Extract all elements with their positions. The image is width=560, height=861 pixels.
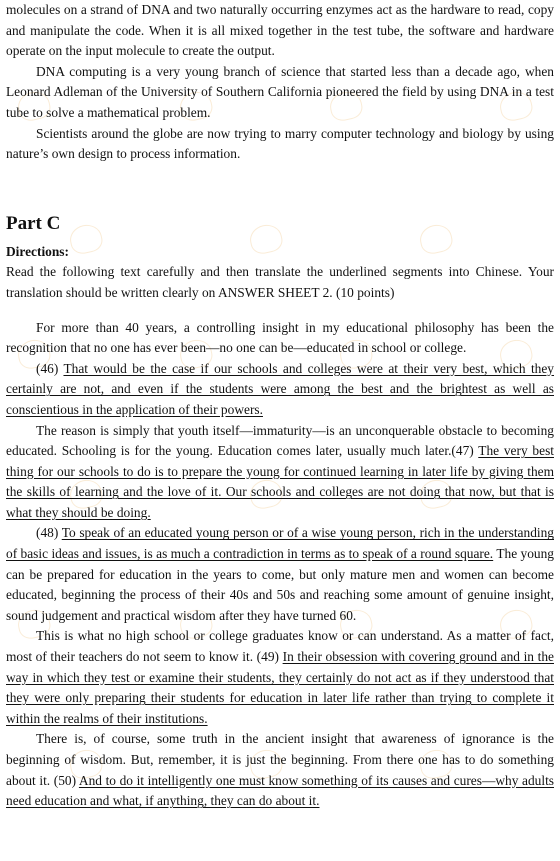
paragraph-text: The reason is simply that youth itself—immaturity—is an unconquerable obstacle to becoming educated. Schooling is for the young. Education comes later, usually much later.(47) [6, 422, 554, 459]
directions-text: Read the following text carefully and then translate the underlined segments into Chinese. Your translation should be written clearly on ANSWER SHEET 2. (10 points) [6, 264, 554, 300]
paragraph-40-years: For more than 40 years, a controlling insight in my educational philosophy has been the recognition that no one has ever been—no one can be—educated in school or college. [6, 319, 554, 356]
paragraph-text: The young can be prepared for education in the years to come, but only mature men and women can become educated, beginning the process of their 40s and 50s and reaching some amount of genuine insight, sound judgement and practical wisdom after they have turned 60. [6, 546, 555, 623]
underlined-segment-46: That would be the case if our schools and colleges were at their very best, which they certainly are not, and even if the students were among the best and the brightest as well as conscientious in the application of their powers. [6, 360, 554, 417]
underlined-segment-49: In their obsession with covering ground and in the way in which they test or examine their students, they certainly do not act as if they understood that they were only preparing their students for education in later life rather than trying to complete it within the realms of their institutions. [6, 649, 554, 726]
paragraph-47 [6, 421, 554, 524]
paragraph-scientists: Scientists around the globe are now trying to marry computer technology and biology by using nature’s own design to process information. [6, 125, 554, 162]
paragraph-46 [6, 359, 554, 421]
paragraph-text: There is, of course, some truth in the ancient insight that awareness of ignorance is the beginning of wisdom. But, remember, it is just the beginning. From there one has to do something about it. (50) [6, 731, 554, 788]
spacer [6, 165, 554, 212]
underlined-segment-47: The very best thing for our schools to do is to prepare the young for continued learning in later life by giving them the skills of learning and the love of it. Our schools and colleges are not doing that now, but that is what they should be doing. [6, 443, 554, 520]
spacer [6, 304, 554, 318]
paragraph-text: This is what no high school or college graduates know or can understand. As a matter of fact, most of their teachers do not seem to know it. (49) [6, 628, 554, 665]
paragraph-dna-computing: DNA computing is a very young branch of science that started less than a decade ago, when Leonard Adleman of the University of Southern California pioneered the field by using DNA in a test tube to solve a mathematical problem. [6, 63, 554, 120]
paragraph-49 [6, 626, 554, 729]
paragraph-continuation: molecules on a strand of DNA and two naturally occurring enzymes act as the hardware to read, copy and manipulate the code. When it is all mixed together in the test tube, the software and hardware operate on the input molecule to create the output. [6, 2, 554, 59]
paragraph-48 [6, 523, 554, 626]
question-number: (48) [36, 525, 62, 541]
question-number: (46) [36, 360, 64, 376]
underlined-segment-48: To speak of an educated young person or of a wise young person, rich in the understanding of basic ideas and issues, is as much a contradiction in terms as to speak of a round square. [6, 525, 554, 562]
section-title: Part C [6, 212, 61, 234]
paragraph-50 [6, 729, 554, 811]
directions-label: Directions: [6, 243, 69, 259]
underlined-segment-50: And to do it intelligently one must know something of its causes and cures—why adults need education and what, if anything, they can do about it. [6, 772, 554, 809]
